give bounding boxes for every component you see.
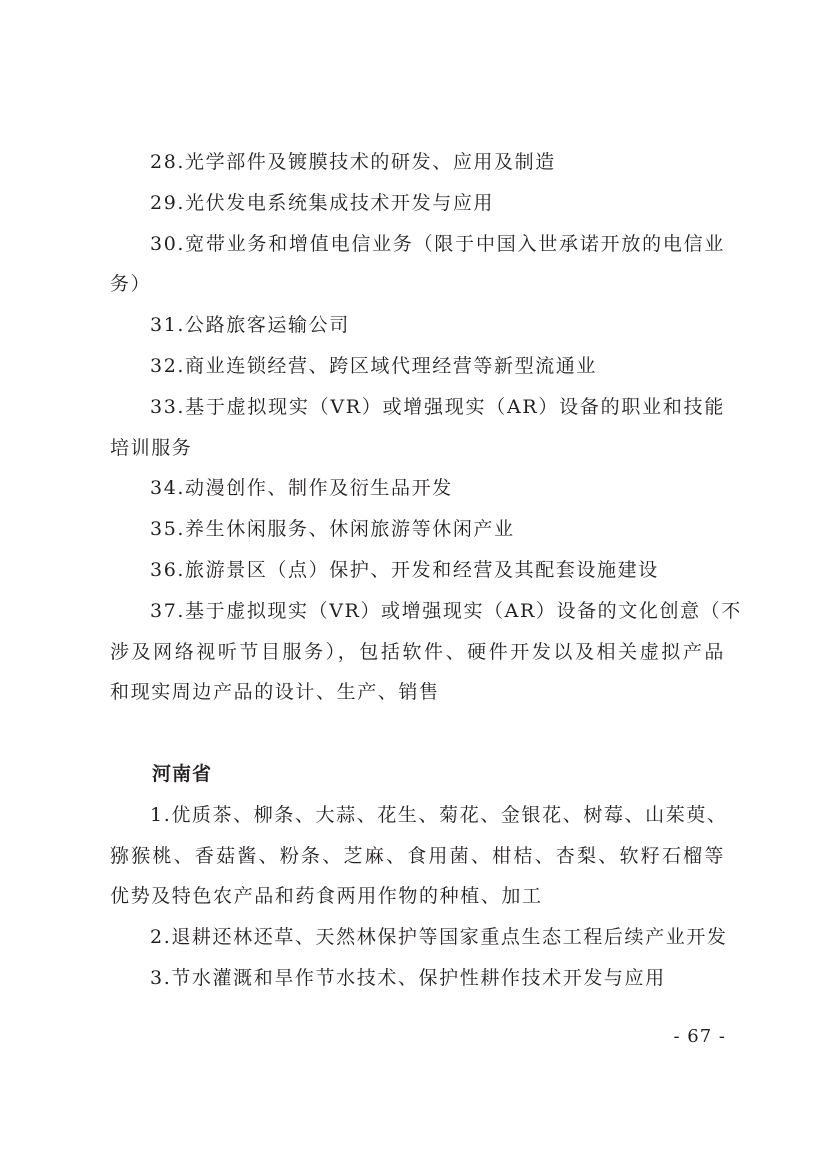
list-item <box>110 550 725 591</box>
text-line: 28.光学部件及镀膜技术的研发、应用及制造 <box>150 151 556 173</box>
text-line: 务） <box>110 273 152 296</box>
list-item <box>110 142 725 183</box>
text-line: 31.公路旅客运输公司 <box>150 314 350 337</box>
document-body <box>110 142 742 999</box>
text-line: 30.宽带业务和增值电信业务（限于中国入世承诺开放的电信业 <box>150 232 725 255</box>
text-line: 猕猴桃、香菇酱、粉条、芝麻、食用菌、柑桔、杏梨、软籽石榴等 <box>110 844 725 867</box>
list-item <box>110 183 725 224</box>
list-item <box>110 387 725 469</box>
province-section <box>110 754 728 999</box>
text-line: 35.养生休闲服务、休闲旅游等休闲产业 <box>150 518 515 541</box>
text-line: 优势及特色农产品和药食两用作物的种植、加工 <box>110 885 543 908</box>
list-item <box>110 305 725 346</box>
text-line: 29.光伏发电系统集成技术开发与应用 <box>150 191 495 214</box>
list-item <box>110 917 728 958</box>
text-line: 和现实周边产品的设计、生产、销售 <box>110 681 440 704</box>
list-item <box>110 468 725 509</box>
text-line: 32.商业连锁经营、跨区域代理经营等新型流通业 <box>150 354 598 377</box>
text-line: 1.优质茶、柳条、大蒜、花生、菊花、金银花、树莓、山茱萸、 <box>150 803 728 826</box>
section-heading: 河南省 <box>152 762 213 785</box>
list-item <box>110 591 742 713</box>
list-item <box>110 795 728 917</box>
text-line: 培训服务 <box>110 436 193 459</box>
list-item <box>110 509 725 550</box>
list-item <box>110 346 725 387</box>
list-item <box>110 224 725 306</box>
text-line: 33.基于虚拟现实（VR）或增强现实（AR）设备的职业和技能 <box>150 395 725 418</box>
text-line: 36.旅游景区（点）保护、开发和经营及其配套设施建设 <box>150 558 659 581</box>
page-number: - 67 - <box>673 1026 726 1047</box>
text-line: 34.动漫创作、制作及衍生品开发 <box>150 477 453 500</box>
text-line: 3.节水灌溉和旱作节水技术、保护性耕作技术开发与应用 <box>150 966 666 989</box>
list-item <box>110 958 725 999</box>
text-line: 2.退耕还林还草、天然林保护等国家重点生态工程后续产业开发 <box>150 926 728 949</box>
text-line: 涉及网络视听节目服务），包括软件、硬件开发以及相关虚拟产品 <box>110 640 725 663</box>
text-line: 37.基于虚拟现实（VR）或增强现实（AR）设备的文化创意（不 <box>150 599 742 622</box>
